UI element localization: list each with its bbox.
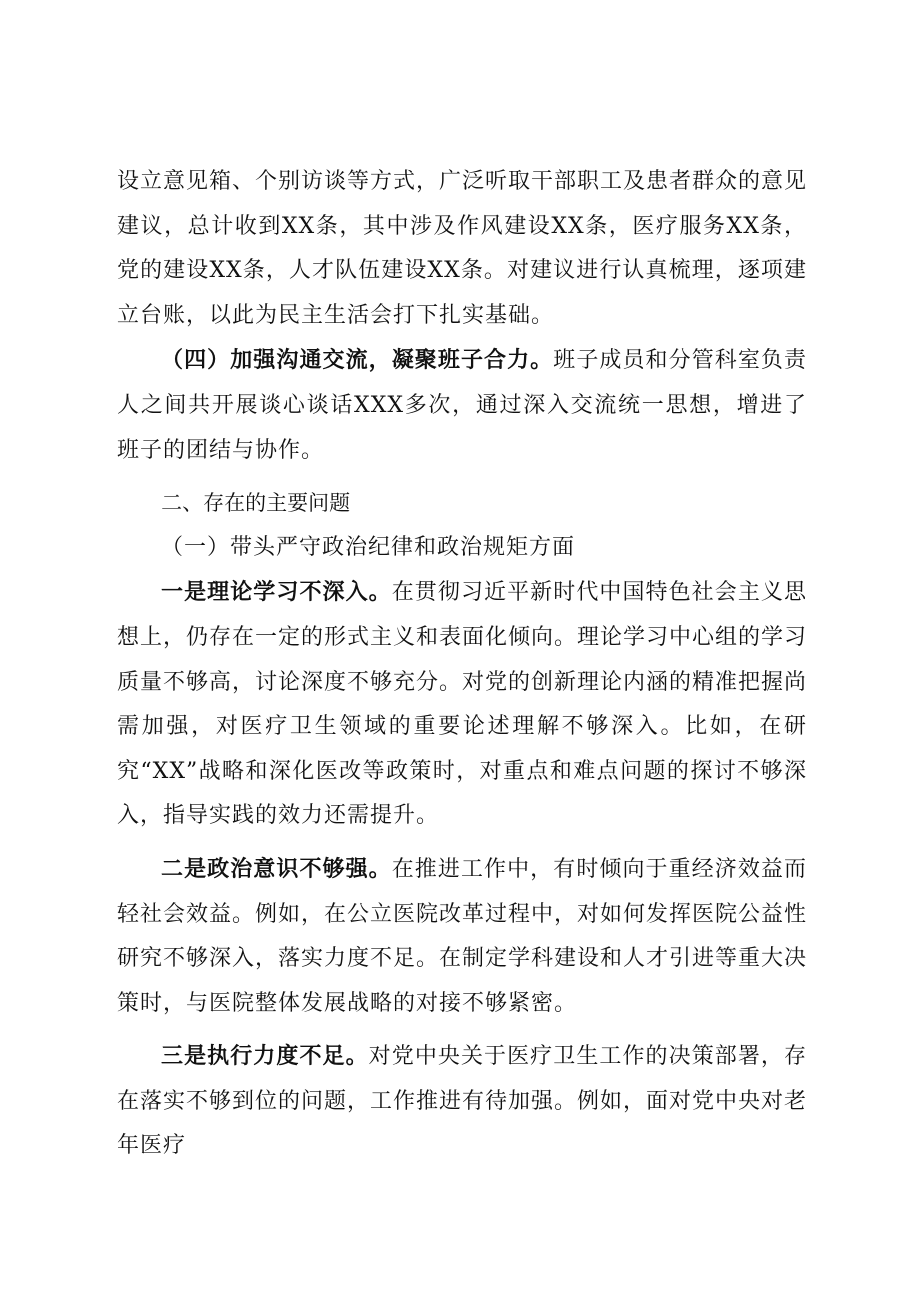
paragraph-text: 班子成员和分管科室负责人之间共开展谈心谈话XXX多次，通过深入交流统一思想，增进了班子的团结与协作。 (117, 348, 807, 463)
section-heading: 二、存在的主要问题 (161, 491, 351, 516)
document-page (117, 160, 807, 1169)
paragraph-text: 设立意见箱、个别访谈等方式，广泛听取干部职工及患者群众的意见建议，总计收到XX条，其中涉及作风建设XX条，医疗服务XX条，党的建设XX条，人才队伍建设XX条。对建议进行认真梳理，逐项建立台账，以此为民主生活会打下扎实基础。 (117, 169, 808, 328)
paragraph-text: 对党中央关于医疗卫生工作的决策部署，存在落实不够到位的问题，工作推进有待加强。例如，面对党中央对老年医疗 (117, 1044, 808, 1159)
paragraph-lead: 二是政治意识不够强。 (161, 855, 392, 882)
paragraph-text: 在推进工作中，有时倾向于重经济效益而轻社会效益。例如，在公立医院改革过程中，对如何发挥医院公益性研究不够深入，落实力度不足。在制定学科建设和人才引进等重大决策时，与医院整体发展战略的对接不够紧密。 (117, 856, 808, 1016)
paragraph-communication (117, 338, 807, 473)
paragraph-political-awareness (117, 847, 807, 1026)
paragraph-text: 在贯彻习近平新时代中国特色社会主义思想上，仍存在一定的形式主义和表面化倾向。理论学习中心组的学习质量不够高，讨论深度不够充分。对党的创新理论内涵的精准把握尚需加强，对医疗卫生领域的重要论述理解不够深入。比如，在研究“XX”战略和深化医改等政策时，对重点和难点问题的探讨不够深入，指导实践的效力还需提升。 (117, 580, 808, 829)
sub-heading: （一）带头严守政治纪律和政治规矩方面 (161, 534, 576, 560)
paragraph-opinion-collection (117, 160, 807, 338)
paragraph-lead: （四）加强沟通交流，凝聚班子合力。 (161, 347, 554, 374)
paragraph-theory-study (117, 570, 807, 839)
paragraph-lead: 一是理论学习不深入。 (161, 579, 392, 606)
paragraph-lead: 三是执行力度不足。 (161, 1043, 369, 1070)
paragraph-execution (117, 1034, 807, 1169)
